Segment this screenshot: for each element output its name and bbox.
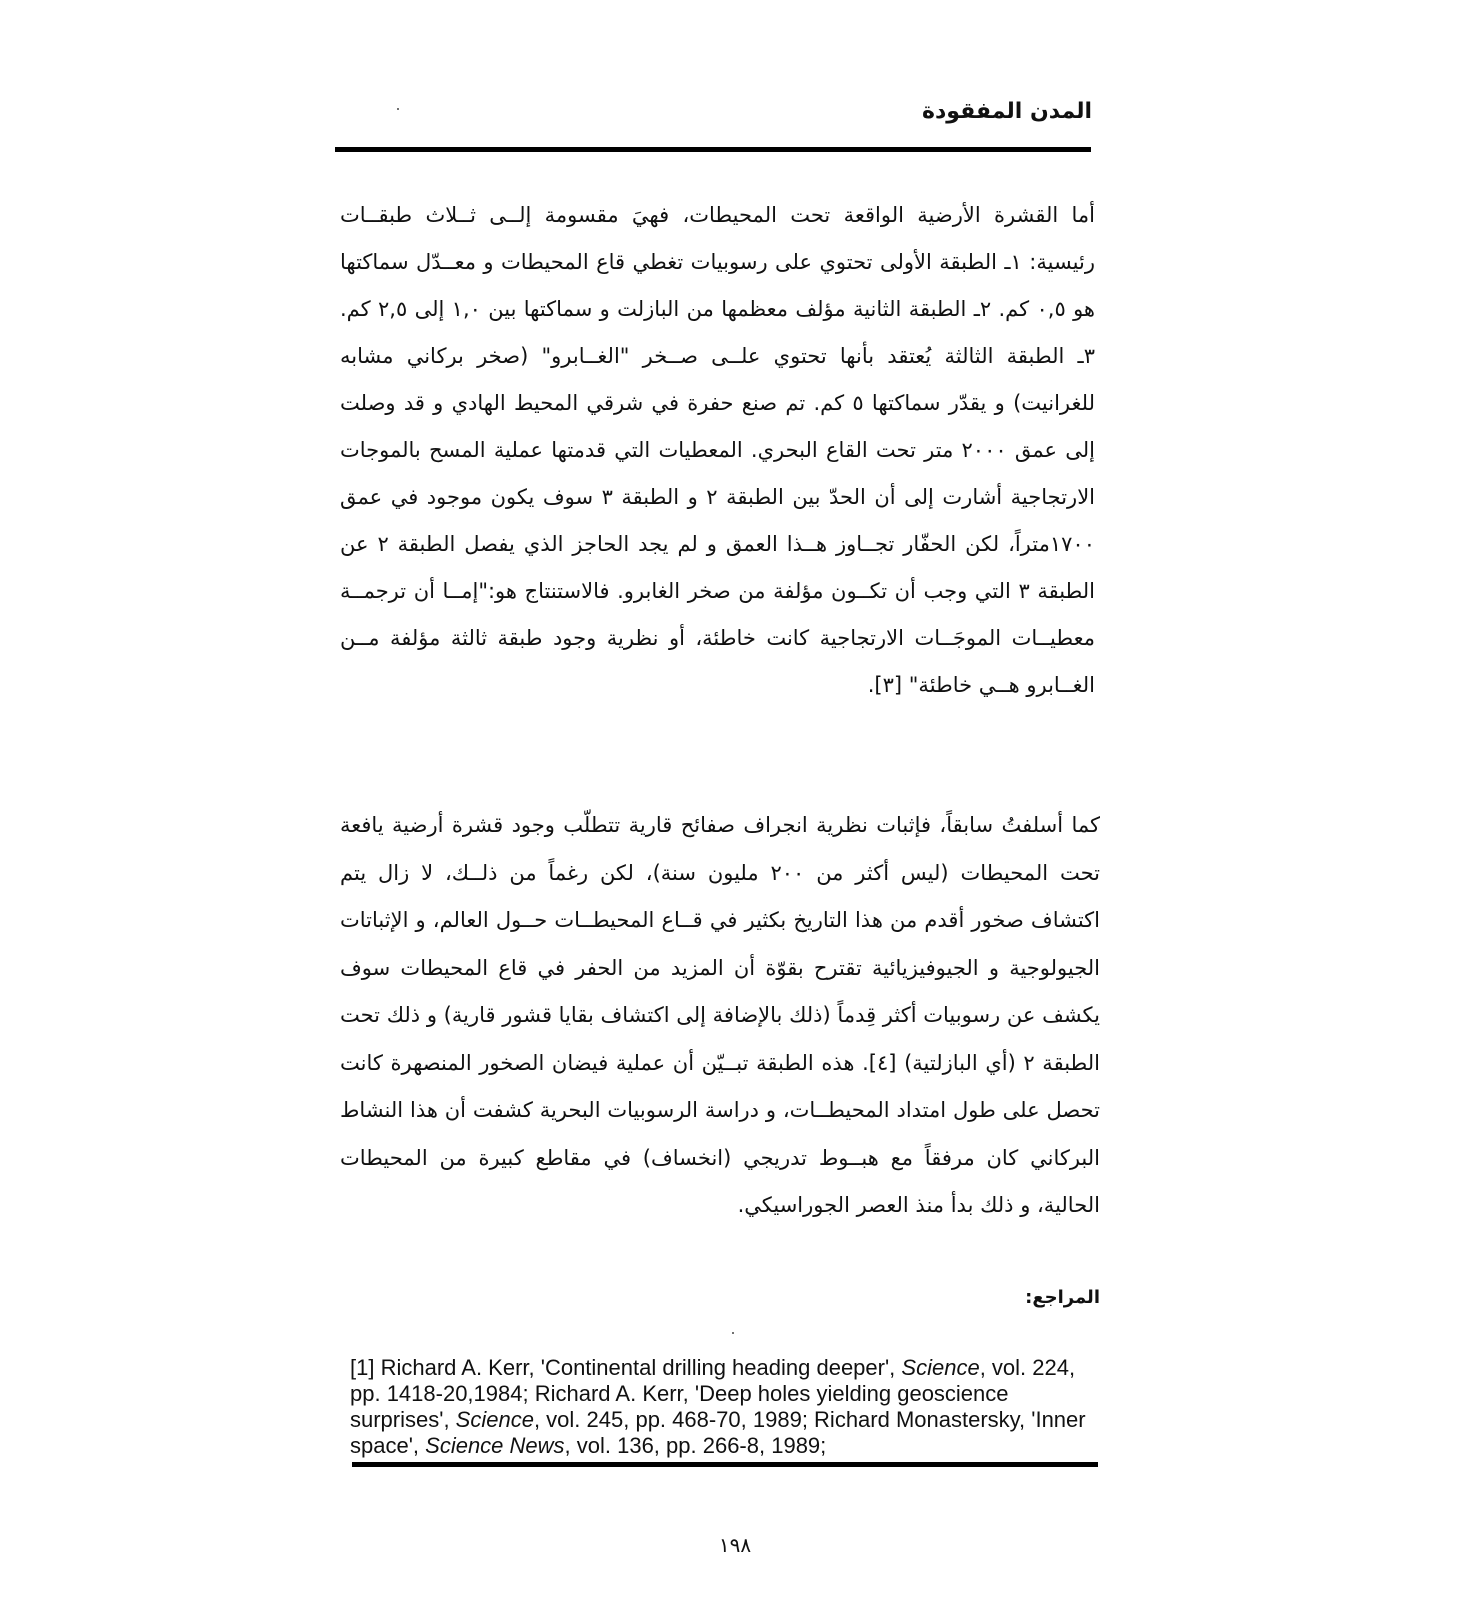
reference-text: [1] Richard A. Kerr, 'Continental drilling heading deeper', <box>350 1355 902 1380</box>
reference-text: , vol. 224, pp. 1418-20,1984; Richard A. Kerr, 'Deep holes yielding geoscience surprises', <box>350 1355 1076 1432</box>
reference-text: , vol. 136, pp. 266-8, 1989; <box>564 1433 827 1458</box>
body-paragraph-2: كما أسلفتُ سابقاً، فإثبات نظرية انجراف صفائح قارية تتطلّب وجود قشرة أرضية يافعة تحت المحيطات (ليس أكثر من ٢٠٠ مليون سنة)، لكن رغماً من ذلــك، لا زال يتم اكتشاف صخور أقدم من هذا التاريخ بكثير في قــاع المحيطــات حــول العالم، و الإثباتات الجيولوجية و الجيوفيزيائية تقترح بقوّة أن المزيد من الحفر في قاع المحيطات سوف يكشف عن رسوبيات أكثر قِدماً (ذلك بالإضافة إلى اكتشاف بقايا قشور قارية) و ذلك تحت الطبقة ٢ (أي البازلتية) [٤]. هذه الطبقة تبــيّن أن عملية فيضان الصخور المنصهرة كانت تحصل على طول امتداد المحيطــات، و دراسة الرسوبيات البحرية كشفت أن هذا النشاط البركاني كان مرفقاً مع هبــوط تدريجي (انخساف) في مقاطع كبيرة من المحيطات الحالية، و ذلك بدأ منذ العصر الجوراسيكي. <box>340 813 1100 1217</box>
reference-entry-1 <box>350 1355 1098 1459</box>
journal-title: Science <box>901 1355 980 1380</box>
journal-title: Science <box>455 1407 534 1432</box>
scan-speck <box>397 108 399 110</box>
scan-speck <box>732 1332 734 1334</box>
body-paragraph-1: أما القشرة الأرضية الواقعة تحت المحيطات، فهيَ مقسومة إلــى ثــلاث طبقــات رئيسية: ١ـ الطبقة الأولى تحتوي على رسوبيات تغطي قاع المحيطات و معــدّل سماكتها هو ٠,٥ كم. ٢ـ الطبقة الثانية مؤلف معظمها من البازلت و سماكتها بين ١,٠ إلى ٢,٥ كم. ٣ـ الطبقة الثالثة يُعتقد بأنها تحتوي علــى صــخر "الغــابرو" (صخر بركاني مشابه للغرانيت) و يقدّر سماكتها ٥ كم. تم صنع حفرة في شرقي المحيط الهادي و قد وصلت إلى عمق ٢٠٠٠ متر تحت القاع البحري. المعطيات التي قدمتها عملية المسح بالموجات الارتجاجية أشارت إلى أن الحدّ بين الطبقة ٢ و الطبقة ٣ سوف يكون موجود في عمق ١٧٠٠متراً، لكن الحفّار تجــاوز هــذا العمق و لم يجد الحاجز الذي يفصل الطبقة ٢ عن الطبقة ٣ التي وجب أن تكــون مؤلفة من صخر الغابرو. فالاستنتاج هو:"إمــا أن ترجمــة معطيــات الموجَــات الارتجاجية كانت خاطئة، أو نظرية وجود طبقة ثالثة مؤلفة مــن الغــابرو هــي خاطئة" [٣]. <box>340 203 1096 697</box>
page-number: ١٩٨ <box>718 1533 752 1557</box>
footer-rule <box>352 1462 1098 1467</box>
header-rule <box>335 147 1091 152</box>
reference-text: , vol. 245, pp. 468-70, 1989; Richard Monastersky, 'Inner space', <box>350 1407 1086 1458</box>
journal-title: Science News <box>425 1433 565 1458</box>
running-header-title: المدن المفقودة <box>922 99 1092 124</box>
references-heading: المراجع: <box>1025 1287 1100 1308</box>
